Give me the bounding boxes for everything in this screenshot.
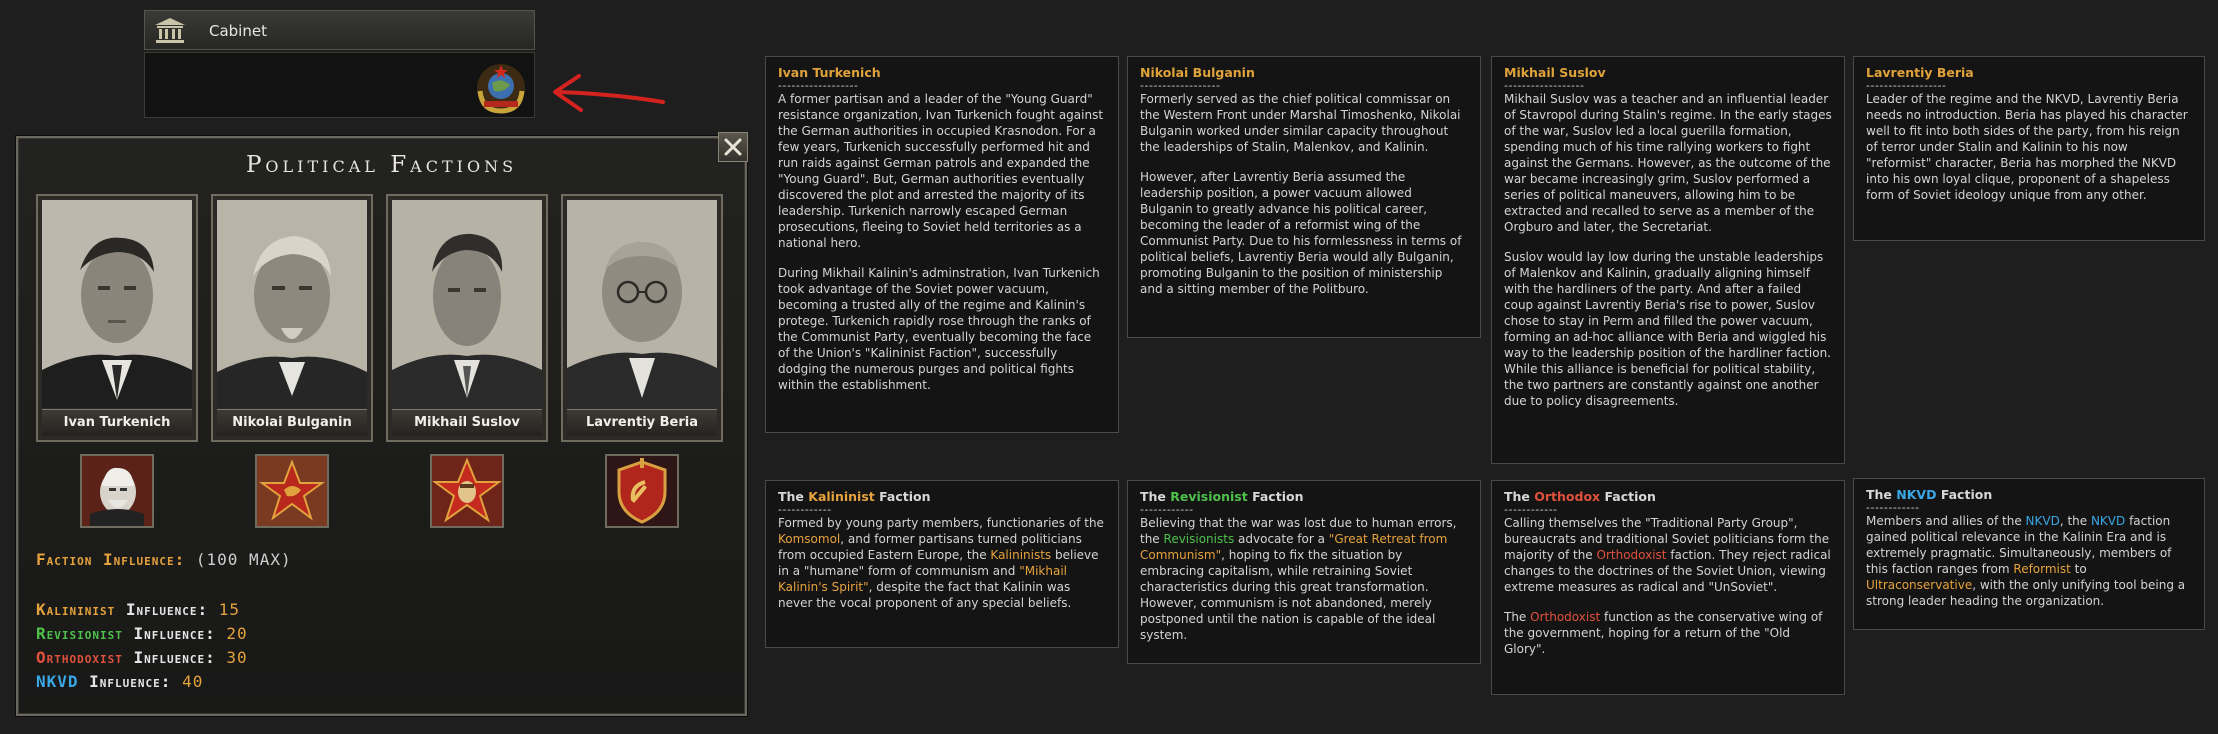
kalininist-faction-icon[interactable] — [80, 454, 154, 528]
bio-card-bulganin — [1127, 56, 1481, 338]
leader-name: Ivan Turkenich — [42, 409, 192, 436]
revisionist-influence-row — [36, 624, 248, 643]
faction-description: The Orthodoxist function as the conservative wing of the government, hoping for a return of the "Old Glory". — [1504, 610, 1823, 656]
cabinet-slot — [144, 52, 535, 118]
influence-faction-name: Orthodoxist — [36, 648, 123, 667]
faction-influence-label: Faction Influence: — [36, 550, 186, 569]
bio-title: Mikhail Suslov — [1504, 65, 1606, 80]
leader-card-bulganin[interactable] — [211, 194, 373, 442]
bio-paragraph: Suslov would lay low during the unstable leaderships of Malenkov and Kalinin, gradually aligning himself with the hardliners of the party. And after a failed coup against Lavrentiy Beria's rise to power, Suslov chose to stay in Perm and filled the power vacuum, forming an ad-hoc alliance with Beria and wiggled his way to the leadership position of the hardliner faction. While this alliance is beneficial for political stability, the two partners are constantly against one another due to policy disagreements. — [1504, 250, 1831, 408]
nkvd-faction-icon[interactable] — [605, 454, 679, 528]
faction-description: Formed by young party members, functionaries of the Komsomol, and former partisans turned politicians from occupied Eastern Europe, the Kalininists believe in a "humane" form of communism and "Mikhail Kalinin's Spirit", despite the fact that Kalinin was never the vocal proponent of any special beliefs. — [778, 516, 1104, 610]
portrait-bulganin — [217, 200, 367, 408]
leader-name: Mikhail Suslov — [392, 409, 542, 436]
bio-paragraph: Mikhail Suslov was a teacher and an influential leader of Stavropol during Stalin's regime. In the early stages of the war, Suslov led a local guerilla formation, spending much of his time rallying workers to fight against the Germans. However, as the outcome of the war became increasingly grim, Suslov performed a series of political maneuvers, allowing him to be extracted and recalled to serve as a member of the Orgburo and later, the Secretariat. — [1504, 92, 1832, 234]
faction-card-divider: ------------ — [778, 503, 832, 516]
bio-divider: ------------------ — [1140, 79, 1221, 92]
influence-faction-name: Kalininist — [36, 600, 116, 619]
leader-card-suslov[interactable] — [386, 194, 548, 442]
influence-suffix: Influence: — [133, 624, 216, 643]
bio-card-turkenich — [765, 56, 1119, 433]
faction-description: Members and allies of the NKVD, the NKVD faction gained political relevance in the Kalinin Era and is extremely pragmatic. Simultaneously, members of this faction ranges from Reformist to Ultraconservative, with the only unifying tool being a strong leader heading the organization. — [1866, 514, 2186, 608]
faction-card-title: The Revisionist Faction — [1140, 489, 1304, 504]
influence-value: 20 — [226, 624, 248, 643]
bio-divider: ------------------ — [1504, 79, 1585, 92]
nkvd-influence-row — [36, 672, 203, 691]
bio-title: Nikolai Bulganin — [1140, 65, 1255, 80]
faction-card-revisionist — [1127, 480, 1481, 664]
bio-paragraph: Formerly served as the chief political commissar on the Western Front under Marshal Timoshenko, Nikolai Bulganin worked under similar capacity throughout the leaderships of Stalin, Malenkov, and Kalinin. — [1140, 92, 1461, 154]
influence-suffix: Influence: — [125, 600, 209, 619]
close-icon — [719, 133, 747, 161]
bio-divider: ------------------ — [778, 79, 859, 92]
revisionist-faction-icon[interactable] — [255, 454, 329, 528]
faction-card-divider: ------------ — [1140, 503, 1194, 516]
faction-card-kalininist — [765, 480, 1119, 648]
close-button[interactable] — [718, 132, 748, 162]
bio-paragraph: However, after Lavrentiy Beria assumed the leadership position, a power vacuum allowed Bulganin to greatly advance his political career, becoming the leader of a reformist wing of the Communist Party. Due to his formlessness in terms of political beliefs, Lavrentiy Beria would ally Bulganin, promoting Bulganin to the position of ministership and a sitting member of the Politburo. — [1140, 170, 1462, 296]
government-building-icon — [153, 16, 187, 44]
panel-title: Political Factions — [245, 152, 518, 178]
bio-paragraph: A former partisan and a leader of the "Young Guard" resistance organization, Ivan Turkenich fought against the German authorities in occupied Krasnodon. For a few years, Turkenich successfully performed hit and run raids against German patrols and expanded the "Young Guard". But, German authorities eventually discovered the plot and arrested the majority of its leadership. Turkenich narrowly escaped German prosecutions, fleeing to Soviet held territories as a national hero. — [778, 92, 1104, 250]
bio-title: Lavrentiy Beria — [1866, 65, 1974, 80]
faction-card-title: The Kalininist Faction — [778, 489, 931, 504]
influence-value: 15 — [218, 600, 241, 619]
leader-card-beria[interactable] — [561, 194, 723, 442]
bio-card-beria — [1853, 56, 2205, 241]
red-arrow-icon — [545, 70, 665, 120]
faction-card-nkvd — [1853, 478, 2205, 630]
faction-card-divider: ------------ — [1866, 501, 1920, 514]
influence-suffix: Influence: — [133, 648, 216, 667]
leader-name: Nikolai Bulganin — [217, 409, 367, 436]
faction-influence-max: (100 MAX) — [195, 550, 292, 569]
faction-card-orthodoxist — [1491, 480, 1845, 695]
portrait-turkenich — [42, 200, 192, 408]
influence-faction-name: NKVD — [36, 672, 79, 691]
orthodoxist-influence-row — [36, 648, 248, 667]
soviet-emblem-icon[interactable] — [474, 61, 528, 115]
political-factions-panel — [16, 136, 747, 716]
influence-value: 40 — [182, 672, 204, 691]
leader-card-turkenich[interactable] — [36, 194, 198, 442]
cabinet-label: Cabinet — [209, 22, 267, 40]
faction-card-title: The Orthodox Faction — [1504, 489, 1656, 504]
influence-suffix: Influence: — [89, 672, 172, 691]
orthodoxist-faction-icon[interactable] — [430, 454, 504, 528]
portrait-beria — [567, 200, 717, 408]
faction-description: Calling themselves the "Traditional Party Group", bureaucrats and traditional Soviet politicians form the majority of the Orthodoxist faction. They reject radical changes to the doctrines of the Soviet Union, viewing extreme measures as radical and "UnSoviet". — [1504, 516, 1831, 594]
faction-card-title: The NKVD Faction — [1866, 487, 1993, 502]
influence-value: 30 — [226, 648, 248, 667]
kalininist-influence-row — [36, 600, 240, 619]
faction-influence-heading — [36, 550, 292, 569]
bio-title: Ivan Turkenich — [778, 65, 881, 80]
faction-description: Believing that the war was lost due to human errors, the Revisionists advocate for a "Great Retreat from Communism", hoping to fix the situation by embracing capitalism, while retraining Soviet characteristics during this great transformation. However, communism is not abandoned, merely postponed until the nation is capable of the ideal system. — [1140, 516, 1457, 642]
bio-divider: ------------------ — [1866, 79, 1947, 92]
portrait-suslov — [392, 200, 542, 408]
faction-card-divider: ------------ — [1504, 503, 1558, 516]
influence-faction-name: Revisionist — [36, 624, 123, 643]
bio-paragraph: Leader of the regime and the NKVD, Lavrentiy Beria needs no introduction. Beria has played his character well to fit into both sides of the party, from his reign of terror under Stalin and Kalinin to his now "reformist" character, Beria has morphed the NKVD into his own loyal clique, proponent of a shapeless form of Soviet ideology unique from any other. — [1866, 92, 2188, 202]
bio-paragraph: During Mikhail Kalinin's adminstration, Ivan Turkenich took advantage of the Soviet power vacuum, becoming a trusted ally of the regime and Kalinin's protege. Turkenich rapidly rose through the ranks of the Communist Party, eventually becoming the face of the Union's "Kalininist Faction", successfully dodging the numerous purges and political fights within the establishment. — [778, 266, 1100, 392]
cabinet-bar[interactable] — [144, 10, 535, 50]
leader-name: Lavrentiy Beria — [567, 409, 717, 436]
bio-card-suslov — [1491, 56, 1845, 464]
